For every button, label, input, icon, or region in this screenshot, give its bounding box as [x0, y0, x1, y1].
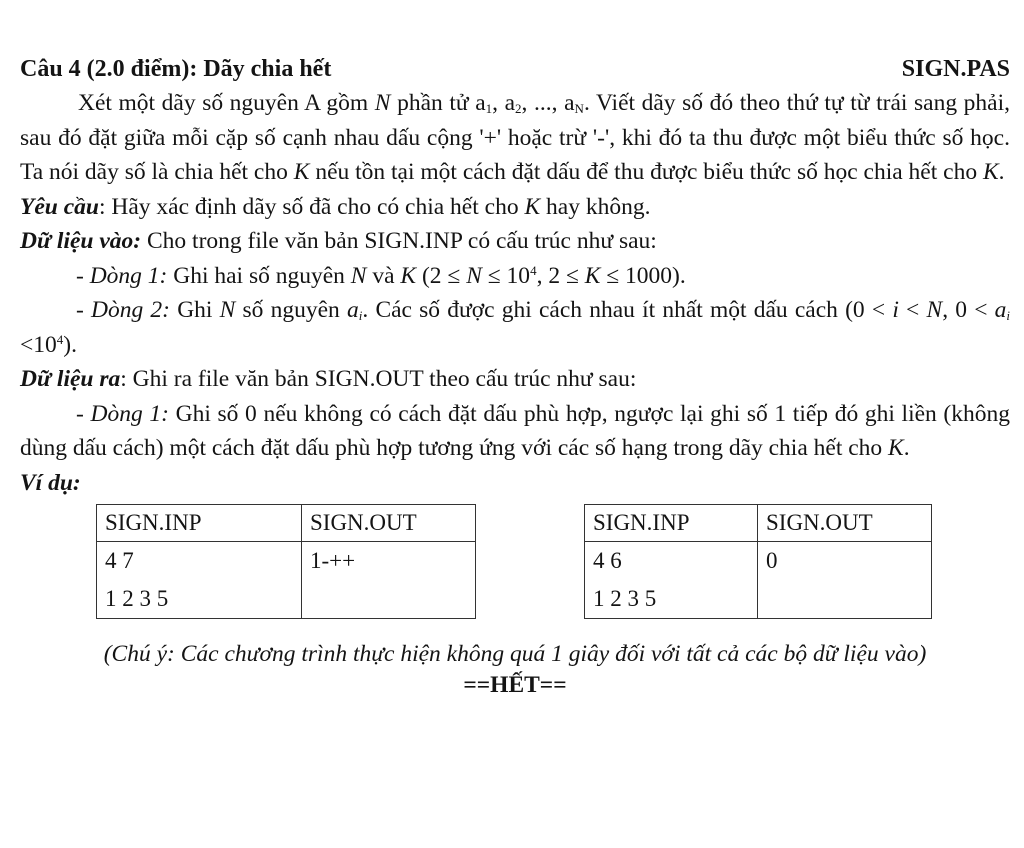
- output-heading: Dữ liệu ra: Ghi ra file văn bản SIGN.OUT theo cấu trúc như sau:: [20, 366, 637, 392]
- example-1-output-data: 1-++: [302, 542, 476, 619]
- example-table-2: [584, 504, 932, 619]
- example-2-input-data: 4 6 1 2 3 5: [585, 542, 758, 619]
- time-limit-note: (Chú ý: Các chương trình thực hiện không quá 1 giây đối với tất cả các bộ dữ liệu vào): [103, 641, 927, 667]
- example-heading: Ví dụ:: [20, 469, 81, 496]
- example-1-output-header: SIGN.OUT: [302, 505, 476, 542]
- output-line-1: - Dòng 1: Ghi số 0 nếu không có cách đặt dấu phù hợp, ngược lại ghi số 1 tiếp đó ghi liền (không dùng dấu cách) một cách đặt dấu phù hợp tương ứng với các số hạng trong dãy chia hết cho K.: [20, 400, 1011, 461]
- example-2-input-header: SIGN.INP: [585, 505, 758, 542]
- problem-document: [20, 52, 1010, 700]
- intro-paragraph: Xét một dãy số nguyên A gồm N phần tử $a_1$, $a_2$, ..., $a_N$. Viết dãy số đó theo thứ tự từ trái sang phải, sau đó đặt giữa mỗi cặp số cạnh nhau dấu cộng '+' hoặc trừ '-', khi đó ta thu được một biểu thức số học. Ta nói dãy số là chia hết cho K nếu tồn tại một cách đặt dấu để thu được biểu thức số học chia hết cho K.: [20, 90, 1010, 185]
- problem-header: [20, 52, 1010, 86]
- example-1-input-data: 4 7 1 2 3 5: [97, 542, 302, 619]
- input-line-1: - Dòng 1: Ghi hai số nguyên N và K ($2 \le N \le 10^4$, 2 ≤ K ≤ 1000).: [76, 262, 686, 289]
- program-filename: SIGN.PAS: [901, 56, 1010, 82]
- input-line-2: - Dòng 2: Ghi N số nguyên $a_i$. Các số được ghi cách nhau ít nhất một dấu cách (0 < i < N, $0 < a_i <10^4$).: [20, 297, 1011, 358]
- example-2-output-header: SIGN.OUT: [758, 505, 932, 542]
- end-mark: ==HẾT==: [463, 672, 567, 698]
- example-2-output-data: 0: [758, 542, 932, 619]
- example-table-1: [96, 504, 476, 619]
- examples-area: [20, 504, 1010, 624]
- example-1-input-header: SIGN.INP: [97, 505, 302, 542]
- input-heading: Dữ liệu vào: Cho trong file văn bản SIGN.INP có cấu trúc như sau:: [20, 228, 657, 254]
- requirement-paragraph: Yêu cầu: Hãy xác định dãy số đã cho có chia hết cho K hay không.: [20, 193, 651, 220]
- problem-title: Câu 4 (2.0 điểm): Dãy chia hết: [20, 56, 332, 82]
